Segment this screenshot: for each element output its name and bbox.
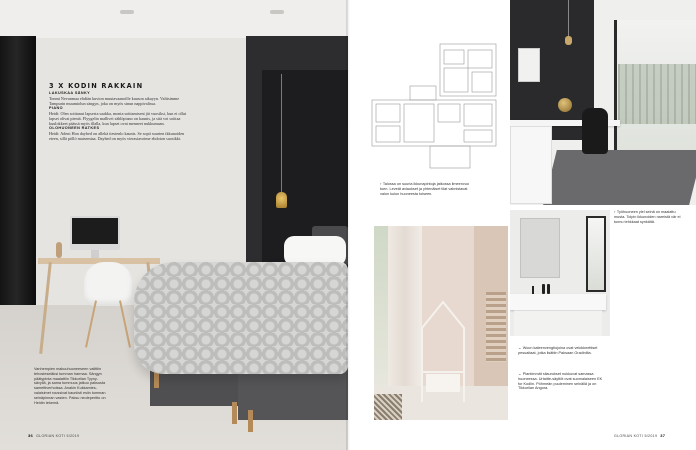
- pendant-cord: [281, 74, 282, 194]
- kids-caption: [518, 346, 602, 356]
- floorplan-room: [404, 104, 434, 142]
- office-window-trees: [618, 64, 696, 124]
- bathroom-photo: [510, 210, 610, 336]
- office-rug: [543, 150, 696, 205]
- office-globe: [558, 98, 572, 112]
- floorplan-caption: [380, 182, 472, 196]
- article-body: [49, 91, 191, 141]
- office-chair: [582, 108, 608, 154]
- bath-caption: [518, 372, 604, 391]
- floorplan-room: [464, 104, 492, 126]
- section-heading: PIANO: [49, 106, 64, 110]
- article-title: 3 X KODIN RAKKAIN: [49, 82, 144, 90]
- bed-leg: [248, 410, 253, 432]
- desk-vase: [56, 242, 62, 258]
- brass-pendant-lamp: [276, 192, 287, 208]
- floorplan-room: [410, 86, 436, 100]
- folio-text: GLORIAN KOTI 5/2019: [36, 434, 80, 438]
- monitor-stand: [91, 250, 99, 258]
- floorplan-room: [376, 104, 400, 122]
- office-photo: [510, 0, 696, 205]
- kids-room-photo: [374, 226, 508, 420]
- arrow-left-icon: ←: [518, 372, 522, 376]
- bed-leg: [232, 402, 237, 424]
- floorplan-room: [444, 50, 464, 64]
- bedroom-caption: Vanhempien makuuhuoneeseen valittiin tehosteseiäksi tumman harmaa. Sängyn päätypinta maalattiin Tikkurilan Tyyny-sävyllä, ja sama tummuus jatkuu paksusta samettiverhoissa. Anakin Kukkamies-valaisimet roussivat kauniisti esiin tumman seinäpinnan vasten. Paksu neuleperitto on Heidin tekemä.: [34, 367, 106, 405]
- left-folio: [28, 433, 79, 438]
- bathroom-counter: [510, 294, 606, 310]
- office-pendant-lamp: [565, 36, 572, 45]
- section-heading: LAKUSKAA SÄNKY: [49, 91, 91, 95]
- floorplan-room: [464, 130, 492, 142]
- bath-caption-text: Plantimmät silaurukset nukkuvat samassa huoneessa. Urtaitte-säyttöt ovat suomalaiseen EK for Kodlin. Pöhmeän puuleminen seinällä ja on Tikkurilan Angora.: [518, 372, 603, 391]
- house-frame-mattress: [426, 374, 460, 392]
- kids-rug: [374, 394, 402, 420]
- section-text: Tonmi Nevanmaa ehdiän kuvion muutavaanoille kuuson aikayyn. Valitsimme Tampurin muumiolun sängyn, joka on myös sinun nappivalissa.: [49, 96, 180, 106]
- section-text: Heidi: Olen soittanut lapsesta saakka, monta soittamiseni jäi vuosiksi, kun ei ollut lapset olivat pieniä. Flyygelin mallivei sählöpiano on kaunis, ja sitä voi soittaa kuulokkeet päässä myös illalla, kun lapset ovat menneet nukkumaan.: [49, 111, 187, 126]
- office-wall-art: [518, 48, 540, 82]
- floor-plan: [370, 42, 500, 172]
- floorplan-caption-text: Talossa on suuria ikkunapintoja jatkossa ilmeenvuo tuen. Leveät avlaukset ja yhtenäiset tilat valmistavat valon kulun huoneesta toiseen.: [380, 182, 470, 196]
- bathroom-faucet: [532, 286, 534, 294]
- ceiling: [0, 0, 348, 40]
- floorplan-room: [430, 146, 470, 168]
- page-number: 36: [28, 433, 34, 438]
- office-pendant-cord: [568, 0, 569, 36]
- soap-bottle: [542, 284, 545, 294]
- desktop-monitor: [70, 216, 120, 250]
- soap-bottle: [547, 284, 550, 294]
- floorplan-room: [468, 50, 492, 68]
- floorplan-room: [376, 126, 400, 142]
- bathroom-cabinet: [514, 310, 602, 336]
- bathroom-mirror: [520, 218, 560, 278]
- arrow-up-icon: ↑: [380, 182, 382, 186]
- section-heading: OLOHUONEEN RATKES: [49, 126, 100, 130]
- white-chair: [84, 262, 132, 306]
- ceiling-spotlight: [270, 10, 284, 14]
- folio-text: GLORIAN KOTI 5/2019: [614, 434, 658, 438]
- right-folio: [614, 433, 665, 438]
- office-cabinet: [510, 126, 552, 204]
- page-gutter: [346, 0, 350, 450]
- page-number: 37: [660, 433, 666, 438]
- office-caption-text: Työhuoneen ylel seinä on maalattu musta. Tolpin ikkunoiden nareistä vär ei tunnu tehkkaat synkältä.: [614, 210, 681, 224]
- floorplan-room: [438, 104, 460, 122]
- kids-wall-poster: [486, 292, 506, 362]
- house-frame-bed: [418, 298, 468, 404]
- office-caption: [614, 210, 688, 224]
- ceiling-spotlight: [120, 10, 134, 14]
- section-text: Heidi: Adeni Hon daybed on allekä tiestenlo kaunis. Se sopii suurten ikkunoiden eteen, sillä pöllö maisemiaa. Daybed on myös vierasiavoime ehdoton suosikki.: [49, 131, 185, 141]
- kids-curtain: [388, 226, 422, 396]
- right-page: [348, 0, 696, 450]
- arrow-left-icon: ←: [518, 346, 522, 350]
- kids-caption-text: Wocn kateenvengtiojoina ovat velokkeettiset pesuaitaat, jotka lisättin Paksaan Gradinilta.: [518, 346, 598, 355]
- floorplan-room: [444, 68, 468, 92]
- bathroom-window: [586, 216, 606, 292]
- floorplan-room: [472, 72, 492, 92]
- chunky-knit-blanket: [134, 262, 348, 374]
- arrow-up-icon: ↑: [614, 210, 616, 214]
